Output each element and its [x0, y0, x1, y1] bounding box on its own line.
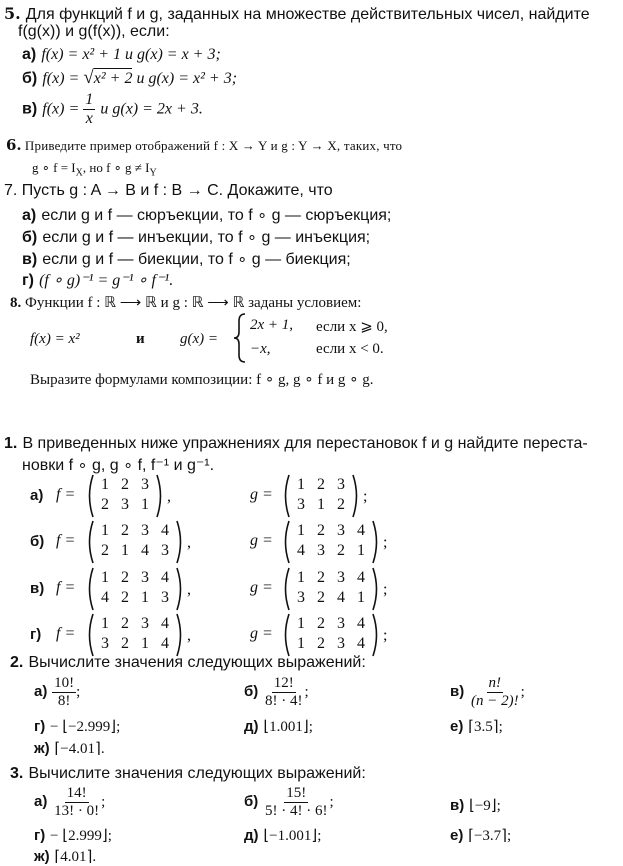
- sqrt-icon: √: [83, 67, 94, 88]
- item-label: а): [22, 46, 37, 63]
- problem-5-item-b: [22, 67, 237, 89]
- question-3-item-f: [450, 826, 511, 845]
- matrix-cell: 3: [101, 635, 109, 652]
- case-2-condition: если x < 0.: [316, 341, 384, 357]
- left-paren: [286, 475, 290, 517]
- item-expression: ⌈−3.7⌉;: [468, 828, 512, 844]
- g-equals: g =: [250, 532, 273, 549]
- problem-8-task: Выразите формулами композиции: f ∘ g, g ∘ f и g ∘ g.: [30, 372, 374, 388]
- item-tail: ;: [520, 684, 525, 700]
- fraction: [263, 675, 305, 709]
- brace-icon: [233, 313, 247, 367]
- problem-8-and: и: [136, 331, 145, 347]
- matrix-cell: 2: [317, 476, 325, 493]
- item-tail: ;: [76, 684, 81, 700]
- permutation-f: [86, 520, 184, 564]
- right-paren: [373, 614, 377, 656]
- item-label: в): [22, 100, 38, 118]
- item-tail: ;: [304, 684, 309, 700]
- item-label: а): [34, 683, 48, 700]
- matrix-cell: 3: [141, 476, 149, 493]
- question-2-number: 2.: [10, 654, 24, 671]
- problem-5-line2: f(g(x)) и g(f(x)), если:: [18, 23, 170, 40]
- item-label: г): [30, 626, 42, 643]
- item-expression: ⌊−1.001⌋;: [263, 828, 322, 844]
- right-paren: [373, 568, 377, 610]
- right-paren: [177, 614, 181, 656]
- problem-7-number: 7.: [4, 182, 18, 199]
- question-2-item-d: [34, 717, 120, 736]
- matrix-row: [291, 615, 371, 633]
- fraction-numerator: 1: [85, 91, 94, 108]
- fraction-numerator: 15!: [286, 785, 307, 801]
- matrix-cell: 3: [141, 615, 149, 632]
- item-expression: ⌈−4.01⌉.: [54, 741, 105, 757]
- item-label: б): [244, 793, 259, 810]
- item-tail: ;: [101, 794, 106, 810]
- matrix-cell: 1: [297, 476, 305, 493]
- matrix-cell: 4: [357, 569, 365, 586]
- brace-svg: [233, 313, 247, 363]
- item-label: г): [34, 827, 46, 844]
- fraction: [83, 91, 95, 127]
- left-paren: [90, 521, 94, 563]
- matrix-cell: 2: [337, 496, 345, 513]
- permutation-f: [86, 613, 184, 657]
- matrix-cell: 2: [121, 569, 129, 586]
- matrix-cell: 3: [297, 589, 305, 606]
- matrix-cell: 4: [101, 589, 109, 606]
- item-label: ж): [34, 740, 50, 757]
- item-label: б): [22, 70, 38, 87]
- item-text: если g и f — сюръекции, то f ∘ g — сюръекция;: [41, 207, 392, 224]
- matrix-cell: 3: [337, 635, 345, 652]
- matrix-row: [291, 542, 371, 560]
- matrix-cell: 2: [317, 569, 325, 586]
- matrix-cell: 1: [297, 569, 305, 586]
- matrix-cell: 4: [141, 542, 149, 559]
- f-equals: f =: [56, 625, 76, 642]
- item-label: а): [30, 487, 44, 504]
- left-paren: [90, 475, 94, 517]
- problem-6-text2: g ∘ f = I: [32, 160, 76, 175]
- matrix-row: [95, 615, 175, 633]
- matrix-cell: 4: [161, 615, 169, 632]
- matrix-cell: 4: [297, 542, 305, 559]
- item-label: в): [22, 251, 38, 268]
- item-label: ж): [34, 848, 50, 865]
- matrix-cell: 1: [317, 496, 325, 513]
- permutation-g: [282, 474, 360, 518]
- left-paren: [286, 568, 290, 610]
- item-label: е): [450, 718, 464, 735]
- matrix-cell: 1: [141, 635, 149, 652]
- subscript-x: X: [75, 167, 83, 179]
- item-text: если g и f — инъекции, то f ∘ g — инъекция;: [42, 229, 371, 246]
- permutation-g: [282, 520, 380, 564]
- matrix-cell: 1: [101, 569, 109, 586]
- item-label: а): [34, 793, 48, 810]
- item-label: д): [244, 718, 259, 735]
- matrix-cell: 4: [357, 522, 365, 539]
- fraction: [469, 675, 521, 709]
- matrix-cell: 2: [317, 615, 325, 632]
- question-1-line2: новки f ∘ g, g ∘ f, f⁻¹ и g⁻¹.: [22, 457, 215, 474]
- item-expression: ⌊−9⌋;: [469, 798, 501, 814]
- right-paren: [353, 475, 357, 517]
- matrix-row: [291, 635, 371, 653]
- item-tail: ;: [329, 794, 334, 810]
- g-equals: g =: [250, 486, 273, 503]
- matrix-cell: 2: [121, 589, 129, 606]
- matrix-cell: 1: [357, 589, 365, 606]
- matrix-cell: 3: [141, 569, 149, 586]
- matrix-cell: 2: [317, 635, 325, 652]
- question-1-line1: [4, 433, 588, 453]
- matrix-cell: 3: [161, 542, 169, 559]
- matrix-cell: 1: [141, 496, 149, 513]
- matrix-cell: 3: [141, 522, 149, 539]
- matrix-row: [95, 496, 155, 514]
- matrix-cell: 3: [317, 542, 325, 559]
- permutation-f: [86, 474, 164, 518]
- question-2-item-e: [244, 717, 313, 736]
- matrix-row: [95, 635, 175, 653]
- matrix-cell: 3: [121, 496, 129, 513]
- permutation-g: [282, 567, 380, 611]
- matrix-cell: 2: [101, 542, 109, 559]
- matrix-cell: 2: [121, 635, 129, 652]
- matrix-cell: 1: [297, 522, 305, 539]
- question-3-item-e: [244, 826, 321, 845]
- question-2-item-g: [34, 739, 105, 758]
- matrix-cell: 3: [161, 589, 169, 606]
- fraction: [52, 785, 101, 819]
- separator-semicolon: ;: [383, 627, 388, 644]
- question-3-line1: [10, 763, 366, 783]
- item-label: в): [450, 797, 465, 814]
- fraction-numerator: 14!: [66, 785, 87, 801]
- separator-comma: ,: [187, 581, 191, 598]
- right-paren: [177, 568, 181, 610]
- matrix-cell: 1: [297, 635, 305, 652]
- question-3-item-d: [34, 826, 112, 845]
- item-label: в): [450, 683, 465, 700]
- item-expression-post: и g(x) = x² + 3;: [132, 70, 238, 87]
- g-equals: g =: [250, 579, 273, 596]
- case-1-condition: если x ⩾ 0,: [316, 319, 388, 335]
- separator-semicolon: ;: [363, 488, 368, 505]
- question-3-text: Вычислите значения следующих выражений:: [28, 765, 366, 782]
- problem-7-item-b: [22, 227, 370, 247]
- item-expression-pre: f(x) =: [42, 70, 84, 87]
- problem-7-item-a: [22, 205, 391, 225]
- matrix-row: [291, 522, 371, 540]
- matrix-cell: 2: [121, 615, 129, 632]
- fraction-denominator: (n − 2)!: [471, 692, 519, 709]
- matrix-cell: 1: [101, 522, 109, 539]
- problem-5-item-c: [22, 91, 203, 127]
- question-3-number: 3.: [10, 765, 24, 782]
- fraction-denominator: 5! · 4! · 6!: [265, 802, 328, 819]
- fraction-denominator: x: [85, 109, 93, 127]
- matrix-row: [95, 542, 175, 560]
- problem-6-text3: , но f ∘ g ≠ I: [82, 160, 150, 175]
- matrix-row: [95, 476, 155, 494]
- question-2-item-c: [450, 675, 525, 709]
- problem-6-line1: [6, 136, 402, 154]
- matrix-cell: 4: [357, 635, 365, 652]
- separator-comma: ,: [187, 534, 191, 551]
- case-1-expr: 2x + 1,: [250, 317, 294, 333]
- problem-5-text: Для функций f и g, заданных на множестве действительных чисел, найдите: [25, 6, 590, 23]
- problem-6-number: 6.: [6, 136, 22, 154]
- matrix-row: [291, 569, 371, 587]
- item-label: б): [22, 229, 38, 246]
- item-expression: ⌈4.01⌉.: [54, 849, 97, 865]
- question-1-text: В приведенных ниже упражнениях для перестановок f и g найдите переста-: [22, 435, 588, 452]
- matrix-cell: 4: [357, 615, 365, 632]
- problem-6-text: Приведите пример отображений f : X → Y и g : Y → X, таких, что: [24, 138, 403, 153]
- left-paren: [286, 614, 290, 656]
- question-2-item-f: [450, 717, 503, 736]
- matrix-cell: 2: [317, 522, 325, 539]
- fraction-numerator: 12!: [273, 675, 294, 691]
- f-equals: f =: [56, 486, 76, 503]
- question-3-item-g: [34, 847, 96, 866]
- matrix-row: [95, 522, 175, 540]
- item-text: если g и f — биекции, то f ∘ g — биекция;: [42, 251, 351, 268]
- matrix-cell: 2: [121, 476, 129, 493]
- item-label: е): [450, 827, 464, 844]
- problem-6-line2: [32, 160, 157, 179]
- matrix-row: [291, 496, 351, 514]
- item-label: в): [30, 580, 45, 597]
- matrix-row: [291, 476, 351, 494]
- item-expression: − ⌊−2.999⌋;: [50, 719, 121, 735]
- matrix-cell: 1: [357, 542, 365, 559]
- matrix-cell: 3: [337, 615, 345, 632]
- question-2-text: Вычислите значения следующих выражений:: [28, 654, 366, 671]
- matrix-cell: 4: [161, 522, 169, 539]
- problem-7-item-c: [22, 249, 351, 269]
- right-paren: [373, 521, 377, 563]
- case-2-expr: −x,: [250, 341, 271, 357]
- fraction-denominator: 13! · 0!: [54, 802, 100, 819]
- matrix-cell: 1: [101, 476, 109, 493]
- matrix-cell: 1: [101, 615, 109, 632]
- left-paren: [286, 521, 290, 563]
- fraction: [52, 675, 76, 709]
- right-paren: [157, 475, 161, 517]
- problem-7-text: Пусть g : A → B и f : B → C. Докажите, что: [21, 182, 333, 199]
- matrix-cell: 2: [317, 589, 325, 606]
- problem-7-line1: [4, 182, 333, 200]
- matrix-cell: 3: [337, 569, 345, 586]
- fraction-numerator: n!: [488, 675, 502, 691]
- item-expression-pre: f(x) =: [42, 100, 84, 118]
- item-label: а): [22, 207, 37, 224]
- question-3-item-a: [34, 785, 105, 819]
- fraction-numerator: 10!: [54, 675, 75, 691]
- problem-5-item-a: [22, 44, 221, 64]
- subscript-y: Y: [149, 167, 157, 179]
- matrix-cell: 2: [337, 542, 345, 559]
- matrix-cell: 4: [161, 569, 169, 586]
- item-label: г): [34, 718, 46, 735]
- matrix-cell: 4: [337, 589, 345, 606]
- problem-5-line1: [4, 4, 590, 24]
- separator-comma: ,: [187, 627, 191, 644]
- question-2-item-a: [34, 675, 80, 709]
- f-equals: f =: [56, 532, 76, 549]
- matrix-cell: 3: [297, 496, 305, 513]
- question-3-item-b: [244, 785, 334, 819]
- item-text: (f ∘ g)⁻¹ = g⁻¹ ∘ f⁻¹.: [39, 272, 174, 289]
- question-1-number: 1.: [4, 435, 18, 452]
- left-paren: [90, 614, 94, 656]
- problem-5-number: 5.: [4, 4, 21, 23]
- matrix-row: [95, 569, 175, 587]
- item-label: б): [244, 683, 259, 700]
- f-equals: f =: [56, 579, 76, 596]
- item-expression: − ⌊2.999⌋;: [50, 828, 112, 844]
- matrix-row: [95, 589, 175, 607]
- problem-8-line1: [10, 293, 361, 312]
- question-3-item-c: [450, 796, 501, 815]
- item-expression: f(x) = x² + 1 и g(x) = x + 3;: [41, 46, 221, 63]
- g-equals: g =: [250, 625, 273, 642]
- problem-8-text: Функции f : ℝ ⟶ ℝ и g : ℝ ⟶ ℝ заданы условием:: [25, 295, 362, 311]
- permutation-g: [282, 613, 380, 657]
- matrix-cell: 3: [337, 476, 345, 493]
- separator-semicolon: ;: [383, 581, 388, 598]
- matrix-cell: 4: [161, 635, 169, 652]
- fraction: [263, 785, 329, 819]
- separator-comma: ,: [167, 488, 171, 505]
- item-expression-post: и g(x) = 2x + 3.: [100, 100, 203, 118]
- right-paren: [177, 521, 181, 563]
- matrix-row: [291, 589, 371, 607]
- matrix-cell: 3: [337, 522, 345, 539]
- left-paren: [90, 568, 94, 610]
- item-expression: ⌈3.5⌉;: [468, 719, 503, 735]
- sqrt-radicand: x² + 2: [93, 70, 133, 87]
- matrix-cell: 2: [101, 496, 109, 513]
- problem-8-number: 8.: [10, 295, 22, 311]
- fraction-denominator: 8!: [57, 692, 71, 709]
- item-expression: ⌊1.001⌋;: [263, 719, 313, 735]
- fraction-denominator: 8! · 4!: [265, 692, 303, 709]
- question-2-line1: [10, 652, 366, 672]
- permutation-f: [86, 567, 184, 611]
- problem-7-item-d: [22, 270, 173, 290]
- problem-8-f-definition: f(x) = x²: [30, 331, 80, 347]
- problem-8-g-lhs: g(x) =: [180, 331, 219, 347]
- item-label: д): [244, 827, 259, 844]
- matrix-cell: 2: [121, 522, 129, 539]
- item-label: г): [22, 272, 34, 289]
- question-2-item-b: [244, 675, 309, 709]
- separator-semicolon: ;: [383, 534, 388, 551]
- matrix-cell: 1: [121, 542, 129, 559]
- item-label: б): [30, 533, 45, 550]
- matrix-cell: 1: [297, 615, 305, 632]
- matrix-cell: 1: [141, 589, 149, 606]
